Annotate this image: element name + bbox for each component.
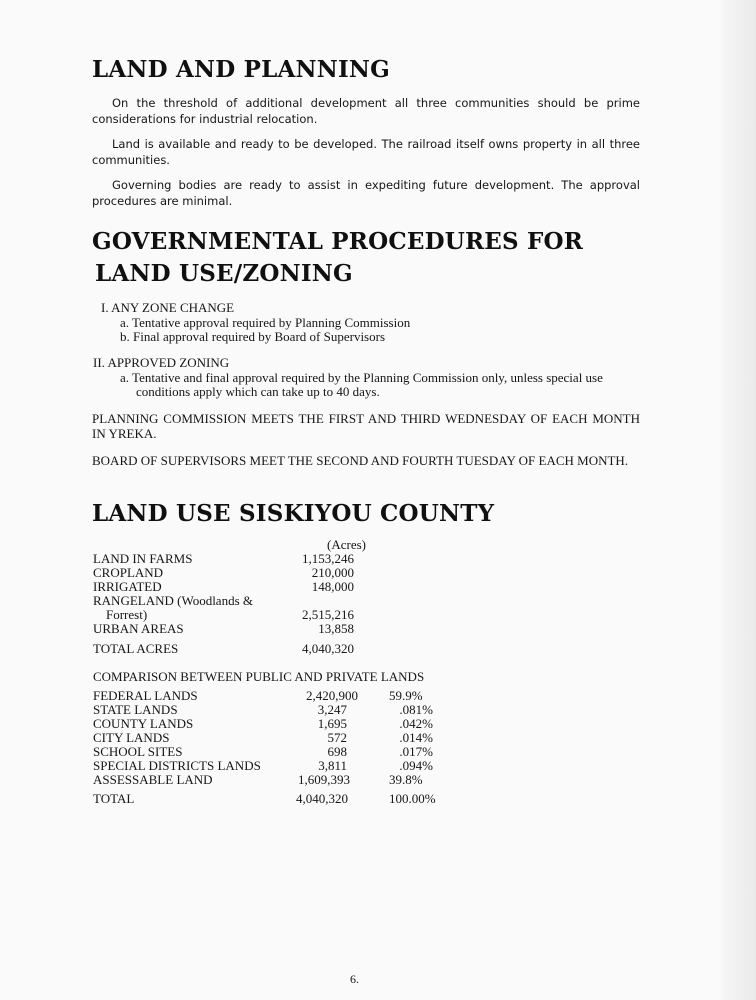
comparison-title: COMPARISON BETWEEN PUBLIC AND PRIVATE LANDS [93,669,425,684]
table-row-label: Forrest) [106,607,148,622]
comparison-row-percent: .042% [399,716,433,731]
table-row-label: RANGELAND (Woodlands & [93,593,253,608]
list-item-zone-change: I. ANY ZONE CHANGE [101,300,235,315]
comparison-row-label: CITY LANDS [93,730,170,745]
table-row-label: URBAN AREAS [93,621,184,636]
comparison-row-percent: .094% [399,758,433,773]
table-row-value: 148,000 [311,579,354,594]
board-supervisors-schedule: BOARD OF SUPERVISORS MEET THE SECOND AND FOURTH TUESDAY OF EACH MONTH. [92,453,629,468]
table-total-label: TOTAL ACRES [93,641,179,656]
comparison-row-label: SPECIAL DISTRICTS LANDS [93,758,261,773]
comparison-row-label: COUNTY LANDS [93,716,194,731]
comparison-row-label: FEDERAL LANDS [93,688,198,703]
page-edge-shadow [722,0,756,1000]
comparison-row-percent: .081% [399,702,433,717]
comparison-row-value: 3,811 [318,758,347,773]
list-item-approved-zoning: II. APPROVED ZONING [93,355,230,370]
table-row-label: IRRIGATED [93,579,162,594]
comparison-row-percent: .017% [399,744,433,759]
comparison-row-percent: 59.9% [389,688,423,703]
paragraph-relocation: On the threshold of additional development all three communities should be prime considerations for industrial relocation. [92,96,640,126]
table-header-acres: (Acres) [327,537,366,552]
comparison-total-percent: 100.00% [389,791,436,806]
comparison-row-value: 1,695 [317,716,347,731]
comparison-row-label: STATE LANDS [93,702,178,717]
paragraph-land-available: Land is available and ready to be developed. The railroad itself owns property in all three communities. [92,137,640,167]
section-title-land-use: LAND USE SISKIYOU COUNTY [92,500,495,527]
list-subitem-conditions: conditions apply which can take up to 40 days. [136,384,380,399]
table-row-value: 210,000 [311,565,354,580]
comparison-row-label: SCHOOL SITES [93,744,183,759]
table-row-label: LAND IN FARMS [93,551,193,566]
comparison-total-label: TOTAL [93,791,135,806]
comparison-total-value: 4,040,320 [296,791,348,806]
table-row-value: 1,153,246 [302,551,354,566]
paragraph-governing-bodies: Governing bodies are ready to assist in expediting future development. The approval procedures are minimal. [92,178,640,208]
planning-commission-schedule: PLANNING COMMISSION MEETS THE FIRST AND THIRD WEDNESDAY OF EACH MONTH IN YREKA. [92,411,640,441]
table-row-label: CROPLAND [93,565,164,580]
table-total-value: 4,040,320 [302,641,354,656]
comparison-row-value: 572 [327,730,347,745]
comparison-row-percent: .014% [399,730,433,745]
comparison-row-percent: 39.8% [389,772,423,787]
comparison-row-label: ASSESSABLE LAND [93,772,213,787]
table-row-value: 13,858 [318,621,354,636]
section-title-land-planning: LAND AND PLANNING [92,56,390,83]
comparison-row-value: 698 [327,744,347,759]
comparison-row-value: 2,420,900 [306,688,358,703]
section-title-procedures-line2: LAND USE/ZONING [95,260,353,287]
table-row-value: 2,515,216 [302,607,354,622]
comparison-row-value: 3,247 [317,702,347,717]
list-subitem-final-approval: b. Final approval required by Board of Supervisors [120,329,386,344]
list-subitem-tentative-approval: a. Tentative approval required by Planning Commission [120,315,411,330]
page-number: 6. [350,972,359,986]
comparison-row-value: 1,609,393 [298,772,350,787]
list-subitem-planning-commission: a. Tentative and final approval required by the Planning Commission only, unless special use [120,370,603,385]
section-title-procedures-line1: GOVERNMENTAL PROCEDURES FOR [92,228,584,255]
